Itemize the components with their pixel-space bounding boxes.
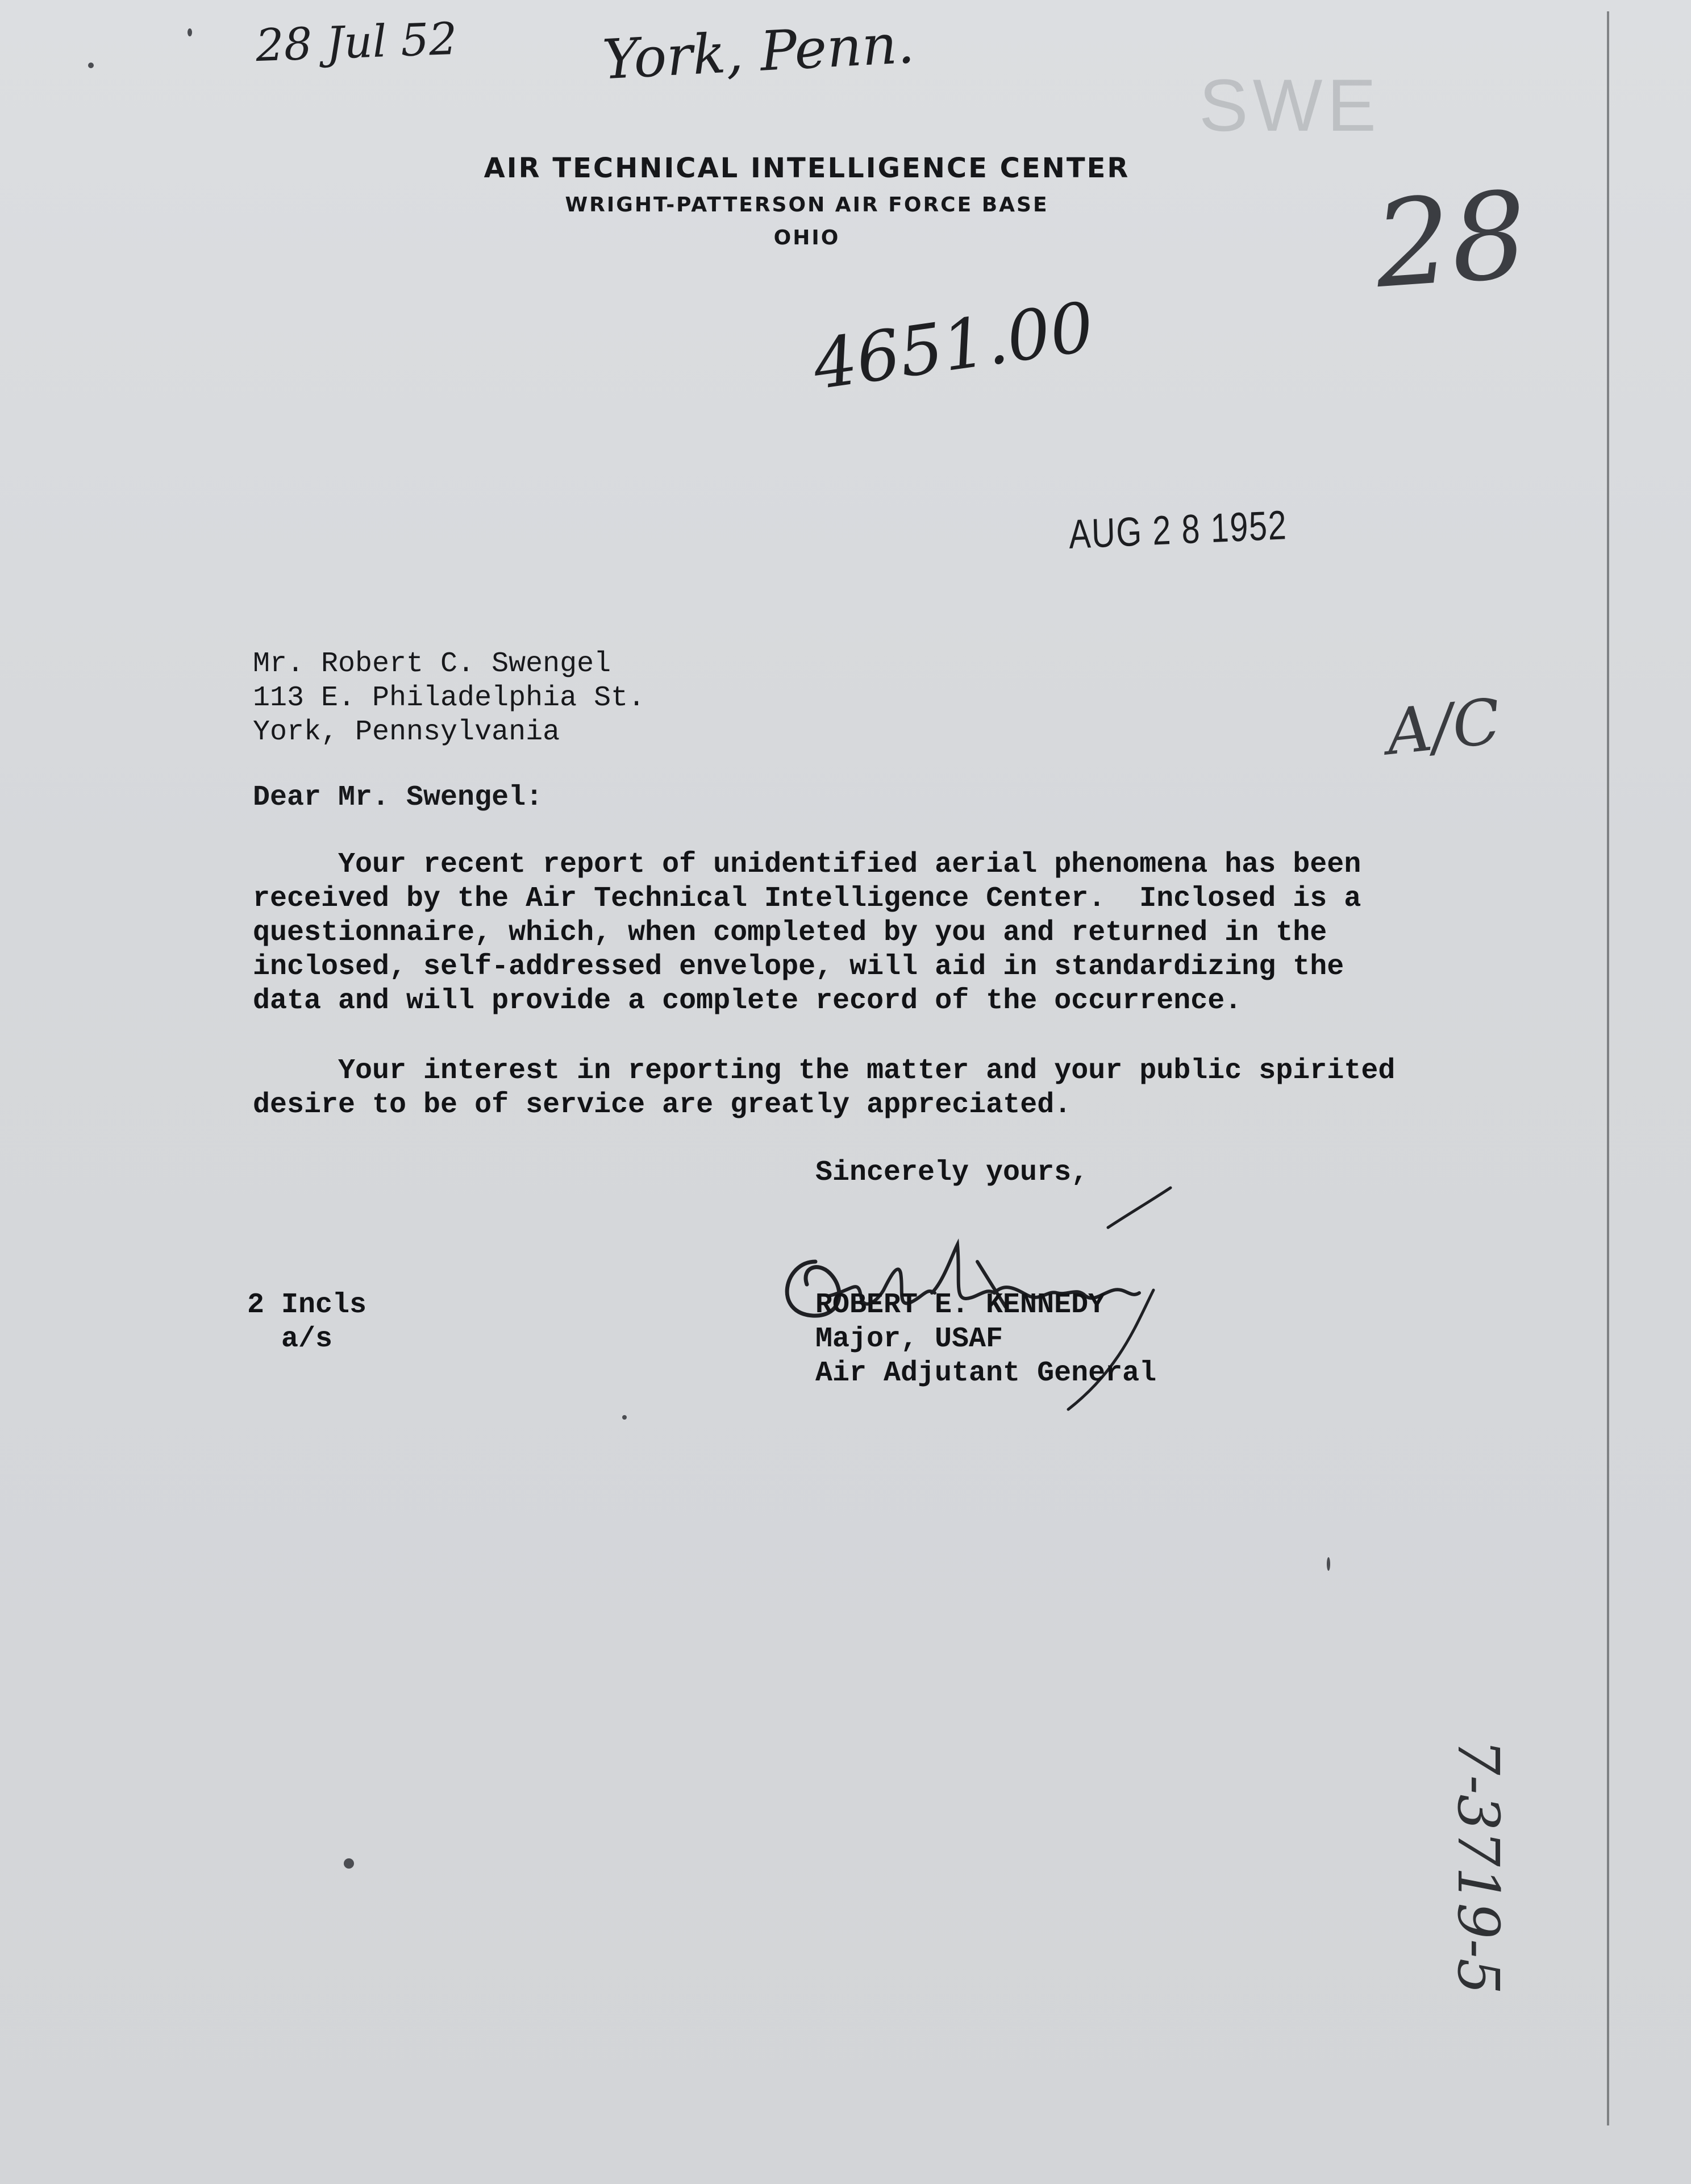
ink-speck <box>1327 1557 1330 1571</box>
recipient-name: Mr. Robert C. Swengel <box>253 648 611 680</box>
body-paragraph-2 <box>253 1054 1446 1122</box>
body-line: Your recent report of unidentified aerial phenomena has been <box>253 848 1361 881</box>
signer-title: Air Adjutant General <box>815 1357 1157 1390</box>
handwritten-date: 28 Jul 52 <box>255 13 459 72</box>
handwritten-file-number: 7-3719-5 <box>1445 1739 1511 1995</box>
body-line: inclosed, self-addressed envelope, will aid in standardizing the <box>253 951 1344 983</box>
recipient-city: York, Pennsylvania <box>253 716 560 748</box>
handwritten-number: 28 <box>1370 165 1532 315</box>
enclosures-count: 2 Incls <box>247 1289 367 1321</box>
recipient-street: 113 E. Philadelphia St. <box>253 682 645 714</box>
date-stamp: AUG 2 8 1952 <box>1068 502 1288 558</box>
salutation <box>253 781 543 814</box>
faded-ghost-text: SWE <box>1199 64 1381 147</box>
handwritten-place: York, Penn. <box>601 11 916 92</box>
salutation-text: Dear Mr. Swengel: <box>253 781 543 814</box>
letterhead-state: OHIO <box>773 226 840 249</box>
body-line: received by the Air Technical Intelligence Center. Inclosed is a <box>253 883 1361 915</box>
ink-speck <box>622 1415 627 1420</box>
signer-rank: Major, USAF <box>815 1323 1003 1355</box>
enclosures-note: a/s <box>281 1323 333 1355</box>
letterhead-org: AIR TECHNICAL INTELLIGENCE CENTER <box>484 152 1130 184</box>
body-line: questionnaire, which, when completed by you and returned in the <box>253 917 1327 949</box>
handwritten-amount: 4651.00 <box>808 288 1099 405</box>
ink-speck <box>88 63 94 68</box>
body-paragraph-1 <box>253 848 1446 1018</box>
body-line: desire to be of service are greatly appreciated. <box>253 1089 1072 1121</box>
handwritten-initials: A/C <box>1382 684 1504 769</box>
letterhead-base: WRIGHT-PATTERSON AIR FORCE BASE <box>565 193 1049 217</box>
ink-speck <box>344 1858 354 1869</box>
body-line: Your interest in reporting the matter and your public spirited <box>253 1055 1396 1087</box>
page-edge-line <box>1607 11 1609 2125</box>
signer-name: ROBERT E. KENNEDY <box>815 1289 1106 1321</box>
ink-speck <box>188 28 192 36</box>
valediction: Sincerely yours, <box>815 1157 1089 1189</box>
body-line: data and will provide a complete record of the occurrence. <box>253 985 1242 1017</box>
